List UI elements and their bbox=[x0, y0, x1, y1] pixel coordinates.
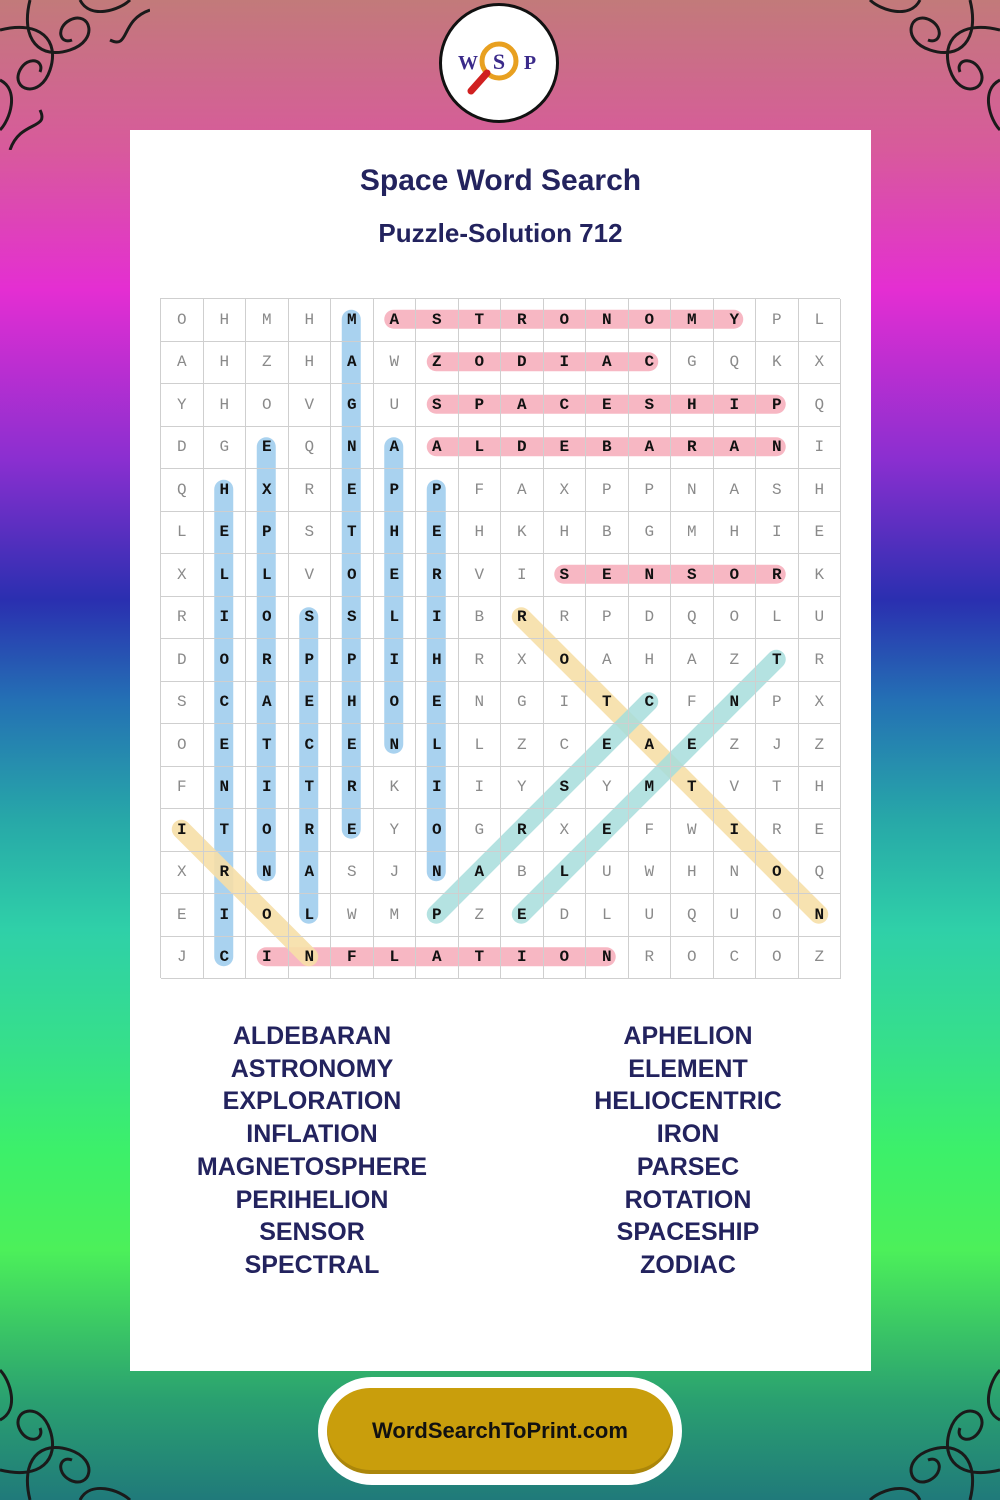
grid-cell[interactable]: B bbox=[501, 852, 544, 895]
grid-cell[interactable]: O bbox=[714, 554, 757, 597]
grid-cell[interactable]: T bbox=[756, 767, 799, 810]
website-button[interactable] bbox=[318, 1377, 682, 1485]
grid-cell[interactable]: P bbox=[374, 469, 417, 512]
grid-cell[interactable]: M bbox=[331, 299, 374, 342]
word-list-item: EXPLORATION bbox=[222, 1087, 402, 1116]
grid-cell[interactable]: S bbox=[671, 554, 714, 597]
grid-cell[interactable]: R bbox=[501, 299, 544, 342]
grid-cell[interactable]: G bbox=[331, 384, 374, 427]
grid-cell[interactable]: Q bbox=[671, 597, 714, 640]
grid-cell[interactable]: L bbox=[374, 597, 417, 640]
grid-cell[interactable]: S bbox=[544, 767, 587, 810]
grid-cell[interactable]: X bbox=[501, 639, 544, 682]
grid-cell[interactable]: A bbox=[671, 639, 714, 682]
grid-cell[interactable]: S bbox=[161, 682, 204, 725]
grid-cell[interactable]: O bbox=[246, 809, 289, 852]
grid-cell[interactable]: A bbox=[714, 427, 757, 470]
grid-cell[interactable]: X bbox=[161, 554, 204, 597]
grid-cell[interactable]: S bbox=[289, 597, 332, 640]
word-list-item: INFLATION bbox=[246, 1120, 378, 1149]
grid-cell[interactable]: Q bbox=[714, 342, 757, 385]
ornament-bottom-right bbox=[850, 1350, 1000, 1500]
grid-cell[interactable]: O bbox=[459, 342, 502, 385]
grid-cell[interactable]: M bbox=[246, 299, 289, 342]
grid-cell[interactable]: Q bbox=[161, 469, 204, 512]
grid-cell[interactable]: F bbox=[331, 937, 374, 980]
grid-cell[interactable]: O bbox=[756, 852, 799, 895]
word-list-right bbox=[538, 1020, 838, 1282]
grid-cell[interactable]: I bbox=[501, 554, 544, 597]
grid-cell[interactable]: I bbox=[161, 809, 204, 852]
grid-cell[interactable]: E bbox=[799, 512, 842, 555]
grid-cell[interactable]: A bbox=[416, 937, 459, 980]
grid-cell[interactable]: V bbox=[289, 554, 332, 597]
grid-cell[interactable]: T bbox=[756, 639, 799, 682]
grid-cell[interactable]: J bbox=[374, 852, 417, 895]
letter-grid bbox=[160, 298, 840, 978]
grid-cell[interactable]: L bbox=[204, 554, 247, 597]
grid-cell[interactable]: R bbox=[799, 639, 842, 682]
grid-cell[interactable]: R bbox=[756, 554, 799, 597]
grid-cell[interactable]: L bbox=[246, 554, 289, 597]
grid-cell[interactable]: H bbox=[459, 512, 502, 555]
grid-cell[interactable]: E bbox=[586, 384, 629, 427]
grid-cell[interactable]: E bbox=[161, 894, 204, 937]
grid-cell[interactable]: P bbox=[586, 469, 629, 512]
website-label[interactable]: WordSearchToPrint.com bbox=[327, 1388, 673, 1474]
grid-cell[interactable]: H bbox=[289, 299, 332, 342]
grid-cell[interactable]: R bbox=[756, 809, 799, 852]
grid-cell[interactable]: A bbox=[714, 469, 757, 512]
grid-cell[interactable]: Z bbox=[459, 894, 502, 937]
word-list-item: APHELION bbox=[623, 1022, 753, 1050]
grid-cell[interactable]: E bbox=[204, 512, 247, 555]
grid-cell[interactable]: R bbox=[289, 469, 332, 512]
grid-cell[interactable]: A bbox=[629, 724, 672, 767]
grid-cell[interactable]: A bbox=[374, 299, 417, 342]
grid-cell[interactable]: L bbox=[374, 937, 417, 980]
grid-cell[interactable]: O bbox=[544, 299, 587, 342]
grid-cell[interactable]: C bbox=[289, 724, 332, 767]
grid-cell[interactable]: S bbox=[544, 554, 587, 597]
grid-cell[interactable]: O bbox=[756, 937, 799, 980]
grid-cell[interactable]: F bbox=[459, 469, 502, 512]
grid-cell[interactable]: A bbox=[289, 852, 332, 895]
grid-cell[interactable]: P bbox=[459, 384, 502, 427]
grid-cell[interactable]: I bbox=[416, 597, 459, 640]
grid-cell[interactable]: O bbox=[246, 597, 289, 640]
grid-cell[interactable]: H bbox=[671, 384, 714, 427]
grid-cell[interactable]: H bbox=[671, 852, 714, 895]
grid-cell[interactable]: L bbox=[799, 299, 842, 342]
grid-cell[interactable]: G bbox=[459, 809, 502, 852]
grid-cell[interactable]: L bbox=[544, 852, 587, 895]
grid-cell[interactable]: I bbox=[714, 384, 757, 427]
grid-cell[interactable]: E bbox=[544, 427, 587, 470]
grid-cell[interactable]: O bbox=[756, 894, 799, 937]
grid-cell[interactable]: N bbox=[416, 852, 459, 895]
grid-cell[interactable]: R bbox=[629, 937, 672, 980]
grid-cell[interactable]: T bbox=[671, 767, 714, 810]
grid-cell[interactable]: D bbox=[161, 639, 204, 682]
grid-cell[interactable]: K bbox=[374, 767, 417, 810]
logo-letter-s: S bbox=[492, 49, 506, 74]
grid-cell[interactable]: D bbox=[161, 427, 204, 470]
grid-cell[interactable]: F bbox=[671, 682, 714, 725]
grid-cell[interactable]: O bbox=[714, 597, 757, 640]
grid-cell[interactable]: N bbox=[671, 469, 714, 512]
grid-cell[interactable]: I bbox=[799, 427, 842, 470]
grid-cell[interactable]: A bbox=[586, 639, 629, 682]
grid-cell[interactable]: U bbox=[714, 894, 757, 937]
grid-cell[interactable]: O bbox=[374, 682, 417, 725]
grid-cell[interactable]: M bbox=[671, 512, 714, 555]
grid-cell[interactable]: P bbox=[331, 639, 374, 682]
grid-cell[interactable]: O bbox=[671, 937, 714, 980]
grid-cell[interactable]: N bbox=[331, 427, 374, 470]
word-list-item: SENSOR bbox=[259, 1218, 365, 1247]
grid-cell[interactable]: B bbox=[586, 512, 629, 555]
grid-cell[interactable]: O bbox=[161, 299, 204, 342]
grid-cell[interactable]: I bbox=[544, 682, 587, 725]
grid-cell[interactable]: D bbox=[629, 597, 672, 640]
grid-cell[interactable]: L bbox=[756, 597, 799, 640]
grid-cell[interactable]: L bbox=[161, 512, 204, 555]
grid-cell[interactable]: M bbox=[671, 299, 714, 342]
grid-cell[interactable]: H bbox=[714, 512, 757, 555]
grid-cell[interactable]: I bbox=[246, 937, 289, 980]
grid-cell[interactable]: I bbox=[501, 937, 544, 980]
grid-cell[interactable]: N bbox=[586, 299, 629, 342]
word-list-item: SPECTRAL bbox=[244, 1250, 380, 1279]
grid-cell[interactable]: I bbox=[204, 597, 247, 640]
grid-cell[interactable]: T bbox=[204, 809, 247, 852]
grid-cell[interactable]: V bbox=[714, 767, 757, 810]
grid-cell[interactable]: E bbox=[331, 469, 374, 512]
grid-cell[interactable]: C bbox=[204, 937, 247, 980]
grid-cell[interactable]: S bbox=[331, 852, 374, 895]
logo-letter-w: W bbox=[458, 52, 478, 74]
grid-cell[interactable]: R bbox=[161, 597, 204, 640]
grid-cell[interactable]: A bbox=[501, 469, 544, 512]
grid-cell[interactable]: A bbox=[331, 342, 374, 385]
grid-cell[interactable]: J bbox=[756, 724, 799, 767]
word-list-item: HELIOCENTRIC bbox=[594, 1087, 782, 1116]
grid-cell[interactable]: O bbox=[204, 639, 247, 682]
grid-cell[interactable]: V bbox=[459, 554, 502, 597]
grid-cell[interactable]: X bbox=[246, 469, 289, 512]
grid-cell[interactable]: W bbox=[671, 809, 714, 852]
grid-cell[interactable]: I bbox=[756, 512, 799, 555]
grid-cell[interactable]: A bbox=[586, 342, 629, 385]
grid-cell[interactable]: O bbox=[416, 809, 459, 852]
ornament-bottom-left bbox=[0, 1350, 150, 1500]
grid-cell[interactable]: G bbox=[204, 427, 247, 470]
grid-cell[interactable]: H bbox=[204, 469, 247, 512]
grid-cell[interactable]: J bbox=[161, 937, 204, 980]
grid-cell[interactable]: P bbox=[756, 299, 799, 342]
grid-cell[interactable]: H bbox=[331, 682, 374, 725]
grid-cell[interactable]: N bbox=[459, 682, 502, 725]
grid-cell[interactable]: S bbox=[289, 512, 332, 555]
grid-cell[interactable]: H bbox=[799, 469, 842, 512]
grid-cell[interactable]: D bbox=[544, 894, 587, 937]
ornament-top-left bbox=[0, 0, 150, 150]
grid-cell[interactable]: R bbox=[289, 809, 332, 852]
grid-cell[interactable]: P bbox=[756, 682, 799, 725]
grid-cell[interactable]: Y bbox=[374, 809, 417, 852]
grid-cell[interactable]: Q bbox=[671, 894, 714, 937]
grid-cell[interactable]: A bbox=[629, 427, 672, 470]
word-list-item: ASTRONOMY bbox=[230, 1054, 394, 1083]
grid-cell[interactable]: U bbox=[586, 852, 629, 895]
grid-cell[interactable]: O bbox=[246, 894, 289, 937]
page-title: Space Word Search bbox=[359, 164, 642, 197]
grid-cell[interactable]: V bbox=[289, 384, 332, 427]
word-list-item: ROTATION bbox=[624, 1185, 752, 1214]
grid-cell[interactable]: E bbox=[331, 724, 374, 767]
grid-cell[interactable]: X bbox=[799, 682, 842, 725]
grid-cell[interactable]: N bbox=[714, 682, 757, 725]
grid-cell[interactable]: U bbox=[374, 384, 417, 427]
grid-cell[interactable]: H bbox=[544, 512, 587, 555]
word-list-item: IRON bbox=[656, 1120, 720, 1149]
grid-cell[interactable]: N bbox=[374, 724, 417, 767]
grid-cell[interactable]: Z bbox=[714, 639, 757, 682]
word-list-item: ZODIAC bbox=[640, 1250, 736, 1279]
grid-cell[interactable]: E bbox=[501, 894, 544, 937]
grid-cell[interactable]: P bbox=[289, 639, 332, 682]
grid-cell[interactable]: G bbox=[629, 512, 672, 555]
grid-cell[interactable]: I bbox=[459, 767, 502, 810]
grid-cell[interactable]: O bbox=[161, 724, 204, 767]
grid-cell[interactable]: D bbox=[501, 427, 544, 470]
grid-cell[interactable]: E bbox=[416, 512, 459, 555]
word-grid bbox=[160, 298, 840, 978]
grid-cell[interactable]: C bbox=[629, 682, 672, 725]
grid-cell[interactable]: E bbox=[586, 809, 629, 852]
grid-cell[interactable]: P bbox=[246, 512, 289, 555]
grid-cell[interactable]: R bbox=[416, 554, 459, 597]
grid-cell[interactable]: M bbox=[374, 894, 417, 937]
word-list-item: SPACESHIP bbox=[616, 1218, 760, 1247]
grid-cell[interactable]: X bbox=[544, 469, 587, 512]
grid-cell[interactable]: Q bbox=[799, 384, 842, 427]
grid-cell[interactable]: U bbox=[629, 894, 672, 937]
grid-cell[interactable]: R bbox=[501, 597, 544, 640]
grid-cell[interactable]: L bbox=[289, 894, 332, 937]
grid-cell[interactable]: L bbox=[586, 894, 629, 937]
grid-cell[interactable]: W bbox=[629, 852, 672, 895]
grid-cell[interactable]: T bbox=[246, 724, 289, 767]
grid-cell[interactable]: R bbox=[204, 852, 247, 895]
grid-cell[interactable]: Z bbox=[416, 342, 459, 385]
word-list-left bbox=[162, 1020, 462, 1282]
grid-cell[interactable]: S bbox=[416, 299, 459, 342]
grid-cell[interactable]: R bbox=[459, 639, 502, 682]
grid-cell[interactable]: T bbox=[331, 512, 374, 555]
grid-cell[interactable]: R bbox=[501, 809, 544, 852]
grid-cell[interactable]: E bbox=[246, 427, 289, 470]
grid-cell[interactable]: N bbox=[586, 937, 629, 980]
grid-cell[interactable]: A bbox=[374, 427, 417, 470]
grid-cell[interactable]: Y bbox=[714, 299, 757, 342]
grid-cell[interactable]: R bbox=[246, 639, 289, 682]
grid-cell[interactable]: E bbox=[799, 809, 842, 852]
grid-cell[interactable]: G bbox=[671, 342, 714, 385]
grid-cell[interactable]: T bbox=[459, 299, 502, 342]
grid-cell[interactable]: H bbox=[289, 342, 332, 385]
grid-cell[interactable]: N bbox=[629, 554, 672, 597]
grid-cell[interactable]: R bbox=[671, 427, 714, 470]
grid-cell[interactable]: S bbox=[331, 597, 374, 640]
grid-cell[interactable]: T bbox=[586, 682, 629, 725]
grid-cell[interactable]: A bbox=[459, 852, 502, 895]
grid-cell[interactable]: P bbox=[416, 469, 459, 512]
grid-cell[interactable]: X bbox=[161, 852, 204, 895]
grid-cell[interactable]: K bbox=[799, 554, 842, 597]
grid-cell[interactable]: K bbox=[501, 512, 544, 555]
ornament-top-right bbox=[850, 0, 1000, 150]
grid-cell[interactable]: C bbox=[629, 342, 672, 385]
grid-cell[interactable]: D bbox=[501, 342, 544, 385]
grid-cell[interactable]: C bbox=[544, 384, 587, 427]
grid-cell[interactable]: H bbox=[204, 384, 247, 427]
word-list-item: PERIHELION bbox=[235, 1185, 389, 1214]
grid-cell[interactable]: N bbox=[204, 767, 247, 810]
grid-cell[interactable]: P bbox=[586, 597, 629, 640]
word-list-item: ELEMENT bbox=[628, 1054, 748, 1083]
page-subtitle: Puzzle-Solution 712 bbox=[378, 218, 623, 248]
grid-cell[interactable]: W bbox=[374, 342, 417, 385]
grid-cell[interactable]: C bbox=[544, 724, 587, 767]
grid-cell[interactable]: N bbox=[289, 937, 332, 980]
grid-cell[interactable]: I bbox=[714, 809, 757, 852]
grid-cell[interactable]: B bbox=[586, 427, 629, 470]
grid-cell[interactable]: P bbox=[416, 894, 459, 937]
grid-cell[interactable]: H bbox=[204, 342, 247, 385]
grid-cell[interactable]: N bbox=[799, 894, 842, 937]
grid-cell[interactable]: T bbox=[289, 767, 332, 810]
grid-cell[interactable]: N bbox=[246, 852, 289, 895]
logo-letter-p: P bbox=[523, 52, 537, 74]
grid-cell[interactable]: O bbox=[331, 554, 374, 597]
grid-cell[interactable]: A bbox=[416, 427, 459, 470]
grid-cell[interactable]: H bbox=[416, 639, 459, 682]
grid-cell[interactable]: Q bbox=[799, 852, 842, 895]
grid-cell[interactable]: Y bbox=[501, 767, 544, 810]
grid-cell[interactable]: Y bbox=[586, 767, 629, 810]
grid-cell[interactable]: G bbox=[501, 682, 544, 725]
magnifier-icon bbox=[449, 13, 549, 113]
grid-cell[interactable]: A bbox=[246, 682, 289, 725]
grid-cell[interactable]: E bbox=[671, 724, 714, 767]
puzzle-sheet bbox=[130, 130, 871, 1371]
grid-cell[interactable]: I bbox=[416, 767, 459, 810]
grid-cell[interactable]: Z bbox=[246, 342, 289, 385]
grid-cell[interactable]: F bbox=[629, 809, 672, 852]
grid-cell[interactable]: H bbox=[799, 767, 842, 810]
grid-cell[interactable]: S bbox=[756, 469, 799, 512]
grid-cell[interactable]: I bbox=[204, 894, 247, 937]
grid-cell[interactable]: S bbox=[629, 384, 672, 427]
grid-cell[interactable]: M bbox=[629, 767, 672, 810]
grid-cell[interactable]: E bbox=[416, 682, 459, 725]
grid-cell[interactable]: X bbox=[799, 342, 842, 385]
grid-cell[interactable]: Z bbox=[799, 937, 842, 980]
grid-cell[interactable]: Y bbox=[161, 384, 204, 427]
grid-cell[interactable]: Q bbox=[289, 427, 332, 470]
grid-cell[interactable]: H bbox=[204, 299, 247, 342]
grid-cell[interactable]: I bbox=[246, 767, 289, 810]
grid-cell[interactable]: E bbox=[374, 554, 417, 597]
grid-cell[interactable]: E bbox=[289, 682, 332, 725]
grid-cell[interactable]: E bbox=[586, 724, 629, 767]
grid-cell[interactable]: C bbox=[204, 682, 247, 725]
site-logo[interactable] bbox=[439, 3, 559, 123]
grid-cell[interactable]: O bbox=[629, 299, 672, 342]
grid-cell[interactable]: R bbox=[331, 767, 374, 810]
grid-cell[interactable]: E bbox=[204, 724, 247, 767]
grid-cell[interactable]: H bbox=[629, 639, 672, 682]
grid-cell[interactable]: A bbox=[501, 384, 544, 427]
grid-cell[interactable]: F bbox=[161, 767, 204, 810]
grid-cell[interactable]: S bbox=[416, 384, 459, 427]
grid-cell[interactable]: C bbox=[714, 937, 757, 980]
grid-cell[interactable]: I bbox=[374, 639, 417, 682]
grid-cell[interactable]: L bbox=[459, 724, 502, 767]
grid-cell[interactable]: B bbox=[459, 597, 502, 640]
word-list-item: ALDEBARAN bbox=[232, 1022, 392, 1050]
grid-cell[interactable]: A bbox=[161, 342, 204, 385]
grid-cell[interactable]: X bbox=[544, 809, 587, 852]
grid-cell[interactable]: P bbox=[756, 384, 799, 427]
grid-cell[interactable]: L bbox=[416, 724, 459, 767]
word-list-item: MAGNETOSPHERE bbox=[196, 1152, 428, 1181]
grid-cell[interactable]: H bbox=[374, 512, 417, 555]
grid-cell[interactable]: N bbox=[714, 852, 757, 895]
grid-cell[interactable]: U bbox=[799, 597, 842, 640]
grid-cell[interactable]: P bbox=[629, 469, 672, 512]
grid-cell[interactable]: Z bbox=[714, 724, 757, 767]
grid-cell[interactable]: O bbox=[246, 384, 289, 427]
grid-cell[interactable]: E bbox=[331, 809, 374, 852]
grid-cell[interactable]: O bbox=[544, 937, 587, 980]
grid-cell[interactable]: R bbox=[544, 597, 587, 640]
grid-cell[interactable]: O bbox=[544, 639, 587, 682]
grid-cell[interactable]: K bbox=[756, 342, 799, 385]
word-list-item: PARSEC bbox=[636, 1152, 740, 1181]
grid-cell[interactable]: W bbox=[331, 894, 374, 937]
grid-cell[interactable]: N bbox=[756, 427, 799, 470]
grid-cell[interactable]: I bbox=[544, 342, 587, 385]
grid-cell[interactable]: T bbox=[459, 937, 502, 980]
grid-cell[interactable]: L bbox=[459, 427, 502, 470]
grid-cell[interactable]: E bbox=[586, 554, 629, 597]
grid-cell[interactable]: Z bbox=[501, 724, 544, 767]
grid-cell[interactable]: Z bbox=[799, 724, 842, 767]
